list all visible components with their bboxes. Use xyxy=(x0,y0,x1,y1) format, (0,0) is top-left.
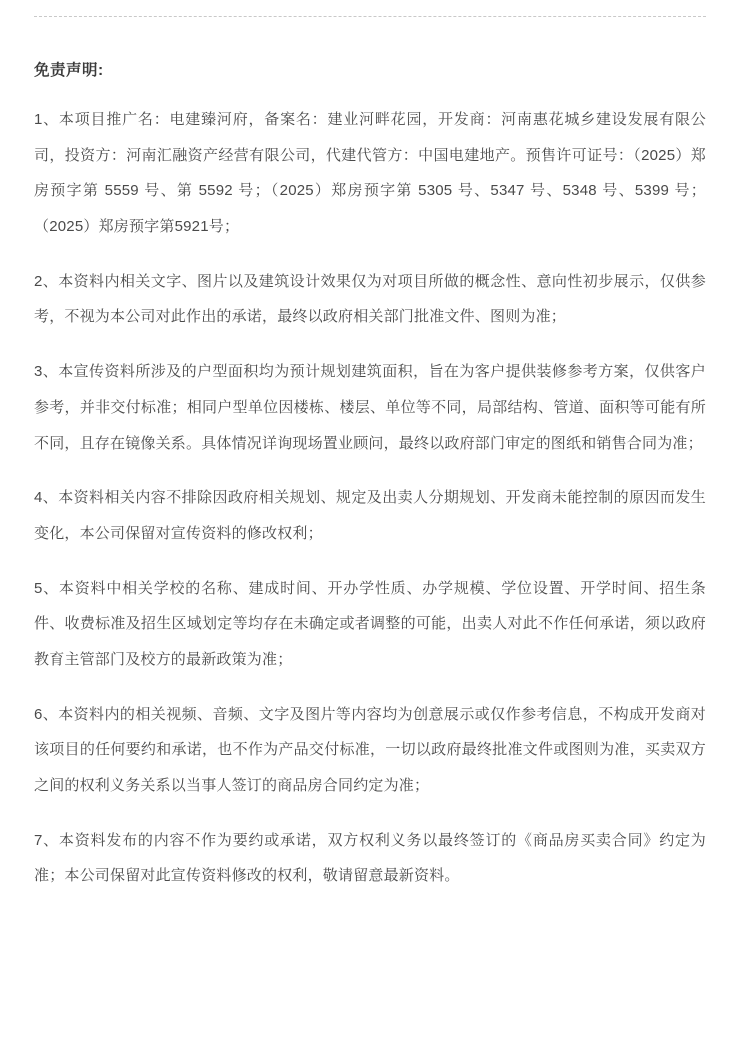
clause-paragraph: 4、本资料相关内容不排除因政府相关规划、规定及出卖人分期规划、开发商未能控制的原因而发生变化，本公司保留对宣传资料的修改权利； xyxy=(34,489,706,542)
clause-paragraph: 6、本资料内的相关视频、音频、文字及图片等内容均为创意展示或仅作参考信息，不构成开发商对该项目的任何要约和承诺，也不作为产品交付标准，一切以政府最终批准文件或图则为准，买卖双方之间的权利义务关系以当事人签订的商品房合同约定为准； xyxy=(34,705,706,794)
clause-paragraph: 2、本资料内相关文字、图片以及建筑设计效果仅为对项目所做的概念性、意向性初步展示，仅供参考，不视为本公司对此作出的承诺，最终以政府相关部门批准文件、图则为准； xyxy=(34,272,706,326)
clause-paragraph: 5、本资料中相关学校的名称、建成时间、开办学性质、办学规模、学位设置、开学时间、招生条件、收费标准及招生区域划定等均存在未确定或者调整的可能，出卖人对此不作任何承诺，须以政府教育主管部门及校方的最新政策为准； xyxy=(34,579,706,668)
clause-paragraph: 7、本资料发布的内容不作为要约或承诺，双方权利义务以最终签订的《商品房买卖合同》约定为准；本公司保留对此宣传资料修改的权利，敬请留意最新资料。 xyxy=(34,831,706,885)
disclaimer-page xyxy=(0,16,740,1044)
dashed-divider xyxy=(34,16,706,18)
page-title: 免责声明: xyxy=(34,62,104,79)
clause-paragraph: 1、本项目推广名：电建臻河府，备案名：建业河畔花园，开发商：河南惠花城乡建设发展有限公司，投资方：河南汇融资产经营有限公司，代建代管方：中国电建地产。预售许可证号：（2025）郑房预字第 5559 号、第 5592 号；（2025）郑房预字第 5305 号、5347 号、5348 号、5399 号；（2025）郑房预字第5921号； xyxy=(34,111,706,236)
clause-paragraph: 3、本宣传资料所涉及的户型面积均为预计规划建筑面积，旨在为客户提供装修参考方案，仅供客户参考，并非交付标准；相同户型单位因楼栋、楼层、单位等不同，局部结构、管道、面积等可能有所不同，且存在镜像关系。具体情况详询现场置业顾问，最终以政府部门审定的图纸和销售合同为准； xyxy=(34,363,706,452)
